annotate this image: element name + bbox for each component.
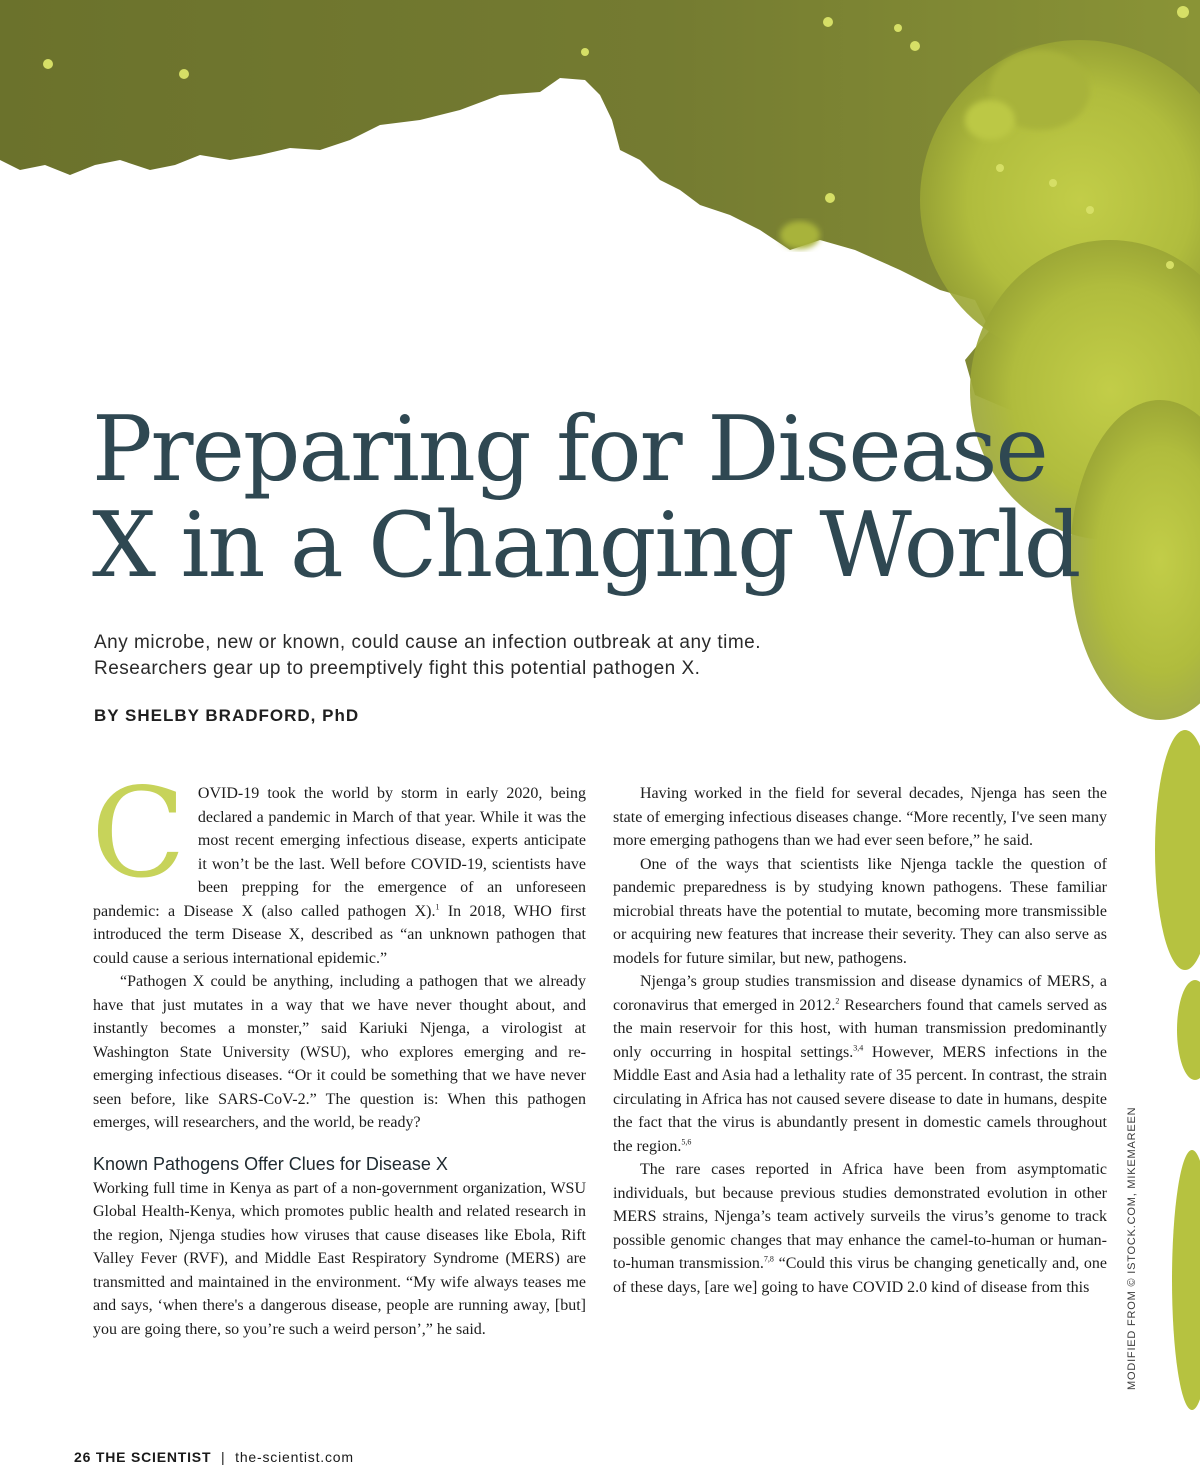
paragraph: Njenga’s group studies transmission and disease dynamics of MERS, a coronavirus that emerged in 2012.$^2$ Researchers found that camels served as the main reservoir for this host, with human transmission predominantly only occurring in hospital settings.$^{3,4}$ However, MERS infections in the Middle East and Asia had a lethality rate of 35 percent. In contrast, the strain circulating in Africa has not caused severe disease to date in humans, despite the fact that the virus is abundantly present in domestic camels throughout the region.$^{5,6}$ [613,973,1108,1155]
reference-marker: 5,6 [681,1137,692,1147]
magazine-url: the-scientist.com [235,1449,354,1465]
reference-marker: 2 [835,996,840,1006]
right-column [613,782,1107,1299]
deck-line-2: Researchers gear up to preemptively fight this potential pathogen X. [94,658,701,679]
reference-marker: 7,8 [763,1254,774,1264]
article-title-line-1: Preparing for Disease [92,397,1047,502]
deck-line-1: Any microbe, new or known, could cause an infection outbreak at any time. [94,632,762,653]
article-deck [94,630,914,682]
article-title [92,397,1080,598]
paragraph: Having worked in the field for several decades, Njenga has seen the state of emerging infectious diseases change. “More recently, I've seen many more emerging pathogens than we had ever seen before,” he said. [613,785,1107,849]
page-number: 26 [74,1449,92,1465]
drop-cap: C [91,762,186,906]
paragraph: “Pathogen X could be anything, including a pathogen that we already have that just mutates in a way that we have never thought about, and instantly becomes a monster,” said Kariuki Njenga, a virologist at Washington State University (WSU), who explores emerging and re-emerging infectious diseases. “Or it could be something that we have never seen before, like SARS-CoV-2.” The question is: When this pathogen emerges, will researchers, and the world, be ready? [93,973,586,1131]
section-subhead: Known Pathogens Offer Clues for Disease X [93,1153,448,1174]
reference-marker: 1 [435,902,440,912]
article-title-line-2: X in a Changing World [92,493,1080,598]
page-footer [74,1449,354,1465]
paragraph: COVID-19 took the world by storm in early 2020, being declared a pandemic in March of that year. While it was the most recent emerging infectious disease, experts anticipate it won’t be the last. Well before COVID-19, scientists have been prepping for the emergence of an unforeseen pandemic: a Disease X (also called pathogen X).$^1$ In 2018, WHO first introduced the term Disease X, described as “an unknown pathogen that could cause a serious international epidemic.” [91,762,586,967]
paragraph: The rare cases reported in Africa have been from asymptomatic individuals, but because previous studies demonstrated evolution in other MERS strains, Njenga’s team actively surveils the virus’s genome to track possible genomic changes that may enhance the camel-to-human or human-to-human transmission.$^{7,8}$ “Could this virus be changing genetically and, one of these days, [are we] going to have COVID 2.0 kind of disease from this [613,1161,1107,1296]
paragraph: One of the ways that scientists like Njenga tackle the question of pandemic preparedness is by studying known pathogens. These familiar microbial threats have the potential to mutate, becoming more transmissible or acquiring new features that increase their severity. They can also serve as models for future similar, but new, pathogens. [613,855,1107,967]
magazine-name: THE SCIENTIST [95,1449,212,1465]
image-credit: MODIFIED FROM © ISTOCK.COM, MIKEMAREEN [1126,1106,1138,1390]
left-column [91,762,586,1341]
paragraph: Working full time in Kenya as part of a non-government organization, WSU Global Health-Kenya, which promotes public health and related research in the region, Njenga studies how viruses that cause diseases like Ebola, Rift Valley Fever (RVF), and Middle East Respiratory Syndrome (MERS) are transmitted and maintained in the environment. “My wife always teases me and says, ‘when there's a dangerous disease, people are running away, [but] you are going there, so you’re such a weird person’,” he said. [93,1179,586,1338]
footer-separator: | [221,1449,226,1465]
byline: BY SHELBY BRADFORD, PhD [94,706,360,725]
reference-marker: 3,4 [853,1043,864,1053]
